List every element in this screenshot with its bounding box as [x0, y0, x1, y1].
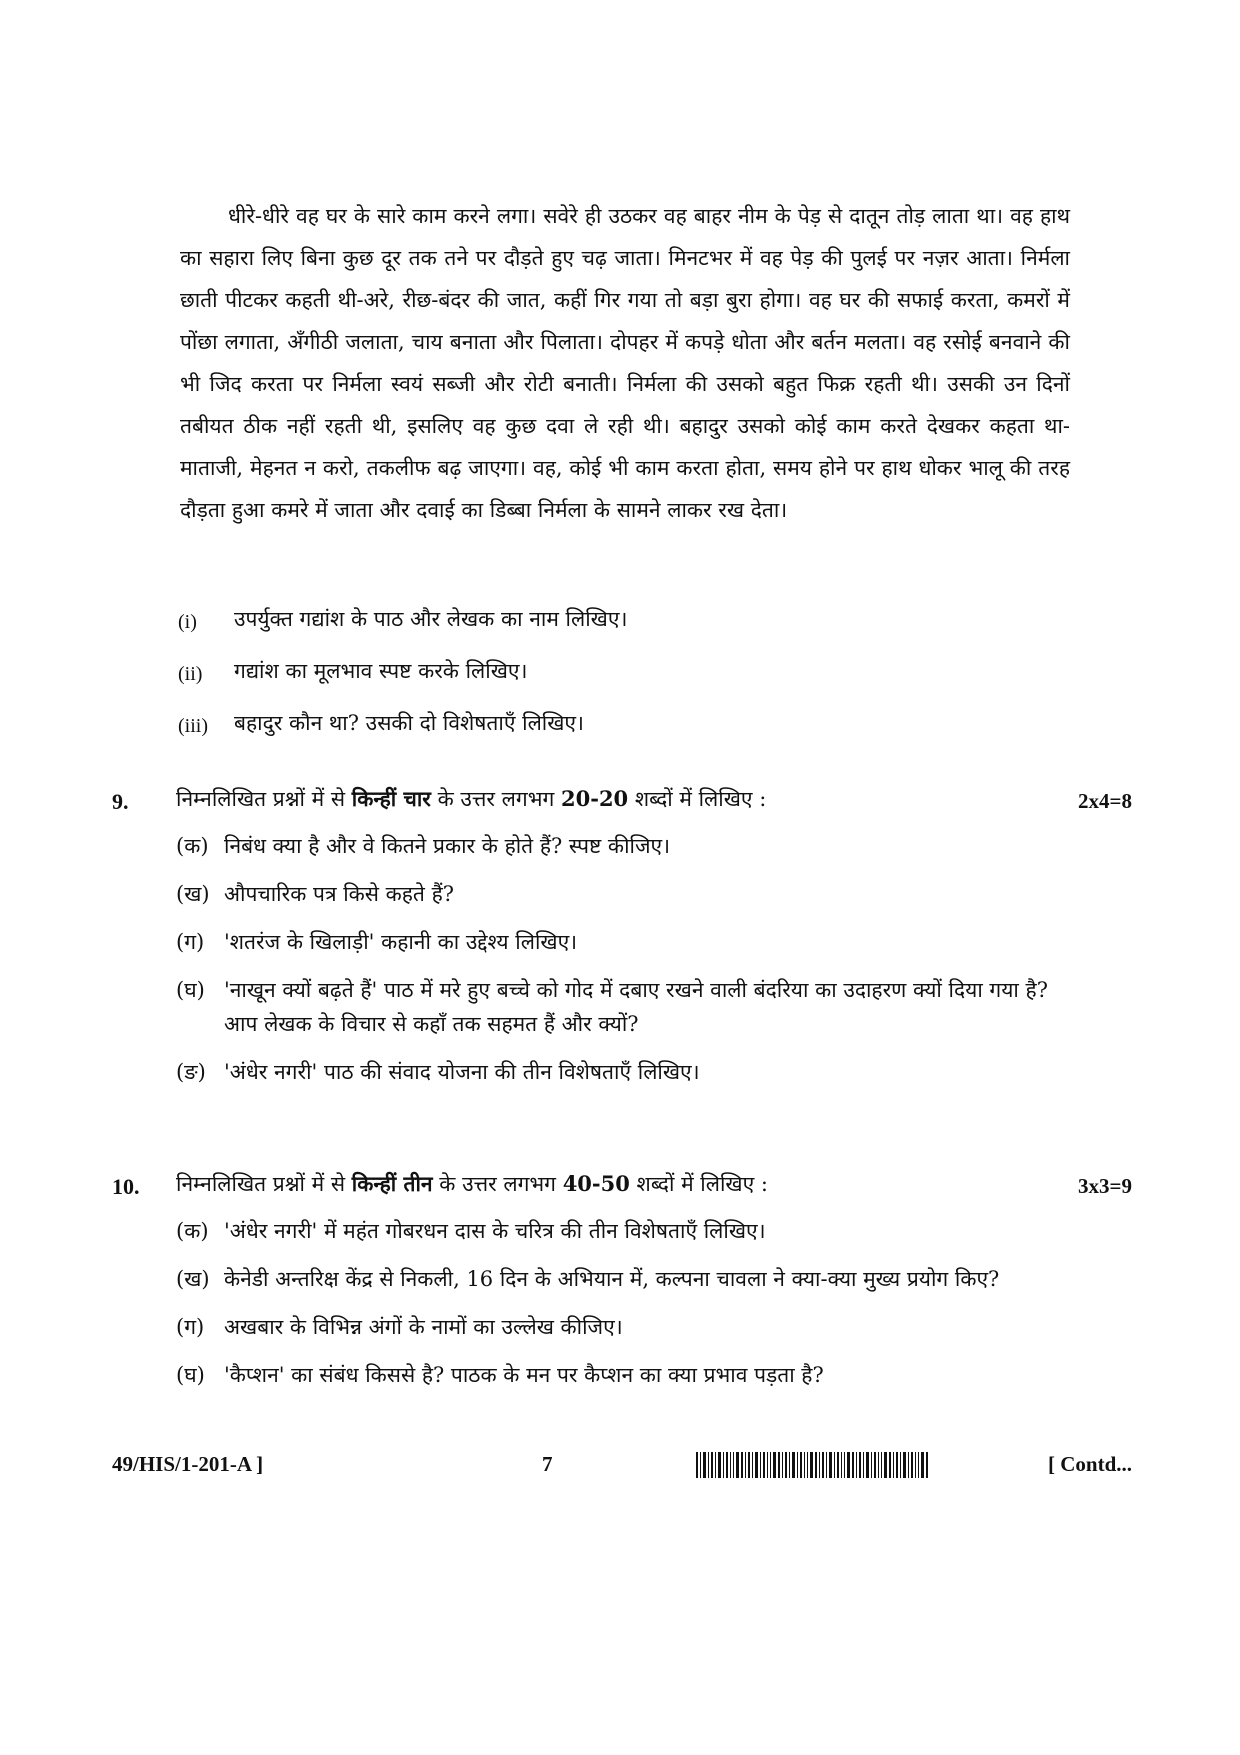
question-option — [112, 1214, 1132, 1248]
passage-question — [178, 605, 1078, 657]
question-option — [112, 1358, 1132, 1392]
instruction-emphasis: किन्हीं तीन — [351, 1171, 433, 1196]
passage-questions — [178, 605, 1078, 761]
instruction-word-count: 20-20 — [561, 786, 629, 811]
paper-code: 49/HIS/1-201-A ] — [112, 1452, 264, 1476]
barcode-icon — [696, 1452, 928, 1478]
question-10 — [112, 1170, 1132, 1406]
option-label: (क) — [176, 1219, 209, 1243]
question-number: 10. — [112, 1174, 140, 1199]
instruction-part: शब्दों में लिखिए : — [628, 787, 767, 811]
option-label: (ग) — [176, 1315, 205, 1339]
question-option — [112, 877, 1132, 911]
question-option — [112, 829, 1132, 863]
page-footer — [112, 1452, 1132, 1492]
option-label: (ग) — [176, 930, 205, 954]
question-number: 9. — [112, 789, 129, 814]
option-label: (घ) — [176, 978, 205, 1002]
question-instruction — [176, 785, 766, 813]
passage-question-number: (iii) — [178, 715, 208, 737]
passage-question-text: गद्यांश का मूलभाव स्पष्ट करके लिखिए। — [234, 659, 528, 683]
option-text: औपचारिक पत्र किसे कहते हैं? — [224, 882, 454, 906]
option-text: निबंध क्या है और वे कितने प्रकार के होते हैं? स्पष्ट कीजिए। — [224, 834, 671, 858]
passage-question-text: बहादुर कौन था? उसकी दो विशेषताएँ लिखिए। — [234, 711, 584, 735]
option-label: (क) — [176, 834, 209, 858]
passage-question-number: (ii) — [178, 663, 203, 685]
passage-text: धीरे-धीरे वह घर के सारे काम करने लगा। सवेरे ही उठकर वह बाहर नीम के पेड़ से दातून तोड़ लाता था। वह हाथ का सहारा लिए बिना कुछ दूर तक तने पर दौड़ते हुए चढ़ जाता। मिनटभर में वह पेड़ की पुलई पर नज़र आता। निर्मला छाती पीटकर कहती थी-अरे, रीछ-बंदर की जात, कहीं गिर गया तो बड़ा बुरा होगा। वह घर की सफाई करता, कमरों में पोंछा लगाता, अँगीठी जलाता, चाय बनाता और पिलाता। दोपहर में कपड़े धोता और बर्तन मलता। वह रसोई बनवाने की भी जिद करता पर निर्मला स्वयं सब्जी और रोटी बनाती। निर्मला की उसको बहुत फिक्र रहती थी। उसकी उन दिनों तबीयत ठीक नहीं रहती थी, इसलिए वह कुछ दवा ले रही थी। बहादुर उसको कोई काम करते देखकर कहता था-माताजी, मेहनत न करो, तकलीफ बढ़ जाएगा। वह, कोई भी काम करता होता, समय होने पर हाथ धोकर भालू की तरह दौड़ता हुआ कमरे में जाता और दवाई का डिब्बा निर्मला के सामने लाकर रख देता। — [180, 204, 1070, 522]
option-text: 'अंधेर नगरी' में महंत गोबरधन दास के चरित्र की तीन विशेषताएँ लिखिए। — [224, 1219, 766, 1243]
question-instruction — [176, 1170, 768, 1198]
option-text: 'कैप्शन' का संबंध किससे है? पाठक के मन पर कैप्शन का क्या प्रभाव पड़ता है? — [224, 1363, 824, 1387]
question-option — [112, 1310, 1132, 1344]
instruction-emphasis: किन्हीं चार — [351, 786, 431, 811]
option-text: 'नाखून क्यों बढ़ते हैं' पाठ में मरे हुए बच्चे को गोद में दबाए रखने वाली बंदरिया का उदाहरण क्यों दिया गया है? आप लेखक के विचार से कहाँ तक सहमत हैं और क्यों? — [224, 978, 1048, 1036]
question-option — [112, 1055, 1132, 1089]
option-label: (घ) — [176, 1363, 205, 1387]
question-option — [112, 1262, 1132, 1296]
passage-question — [178, 657, 1078, 709]
option-text: अखबार के विभिन्न अंगों के नामों का उल्लेख कीजिए। — [224, 1315, 623, 1339]
instruction-part: के उत्तर लगभग — [432, 1172, 563, 1196]
question-marks: 2x4=8 — [1078, 789, 1132, 813]
option-label: (ख) — [176, 1267, 210, 1291]
passage-question — [178, 709, 1078, 761]
question-9-header — [112, 785, 1132, 829]
instruction-part: निम्नलिखित प्रश्नों में से — [176, 787, 352, 811]
option-label: (ङ) — [176, 1060, 206, 1084]
question-marks: 3x3=9 — [1078, 1174, 1132, 1198]
option-label: (ख) — [176, 882, 210, 906]
passage-question-number: (i) — [178, 611, 197, 633]
instruction-part: के उत्तर लगभग — [430, 787, 561, 811]
passage-question-text: उपर्युक्त गद्यांश के पाठ और लेखक का नाम लिखिए। — [234, 607, 628, 631]
option-text: केनेडी अन्तरिक्ष केंद्र से निकली, 16 दिन के अभियान में, कल्पना चावला ने क्या-क्या मुख्य प्रयोग किए? — [224, 1267, 1000, 1291]
page-number: 7 — [542, 1452, 553, 1476]
instruction-part: निम्नलिखित प्रश्नों में से — [176, 1172, 352, 1196]
question-option — [112, 973, 1132, 1041]
continued-label: [ Contd... — [1047, 1452, 1132, 1476]
instruction-part: शब्दों में लिखिए : — [629, 1172, 768, 1196]
question-10-header — [112, 1170, 1132, 1214]
option-text: 'अंधेर नगरी' पाठ की संवाद योजना की तीन विशेषताएँ लिखिए। — [224, 1060, 700, 1084]
question-option — [112, 925, 1132, 959]
option-text: 'शतरंज के खिलाड़ी' कहानी का उद्देश्य लिखिए। — [224, 930, 578, 954]
instruction-word-count: 40-50 — [562, 1171, 630, 1196]
question-9 — [112, 785, 1132, 1103]
